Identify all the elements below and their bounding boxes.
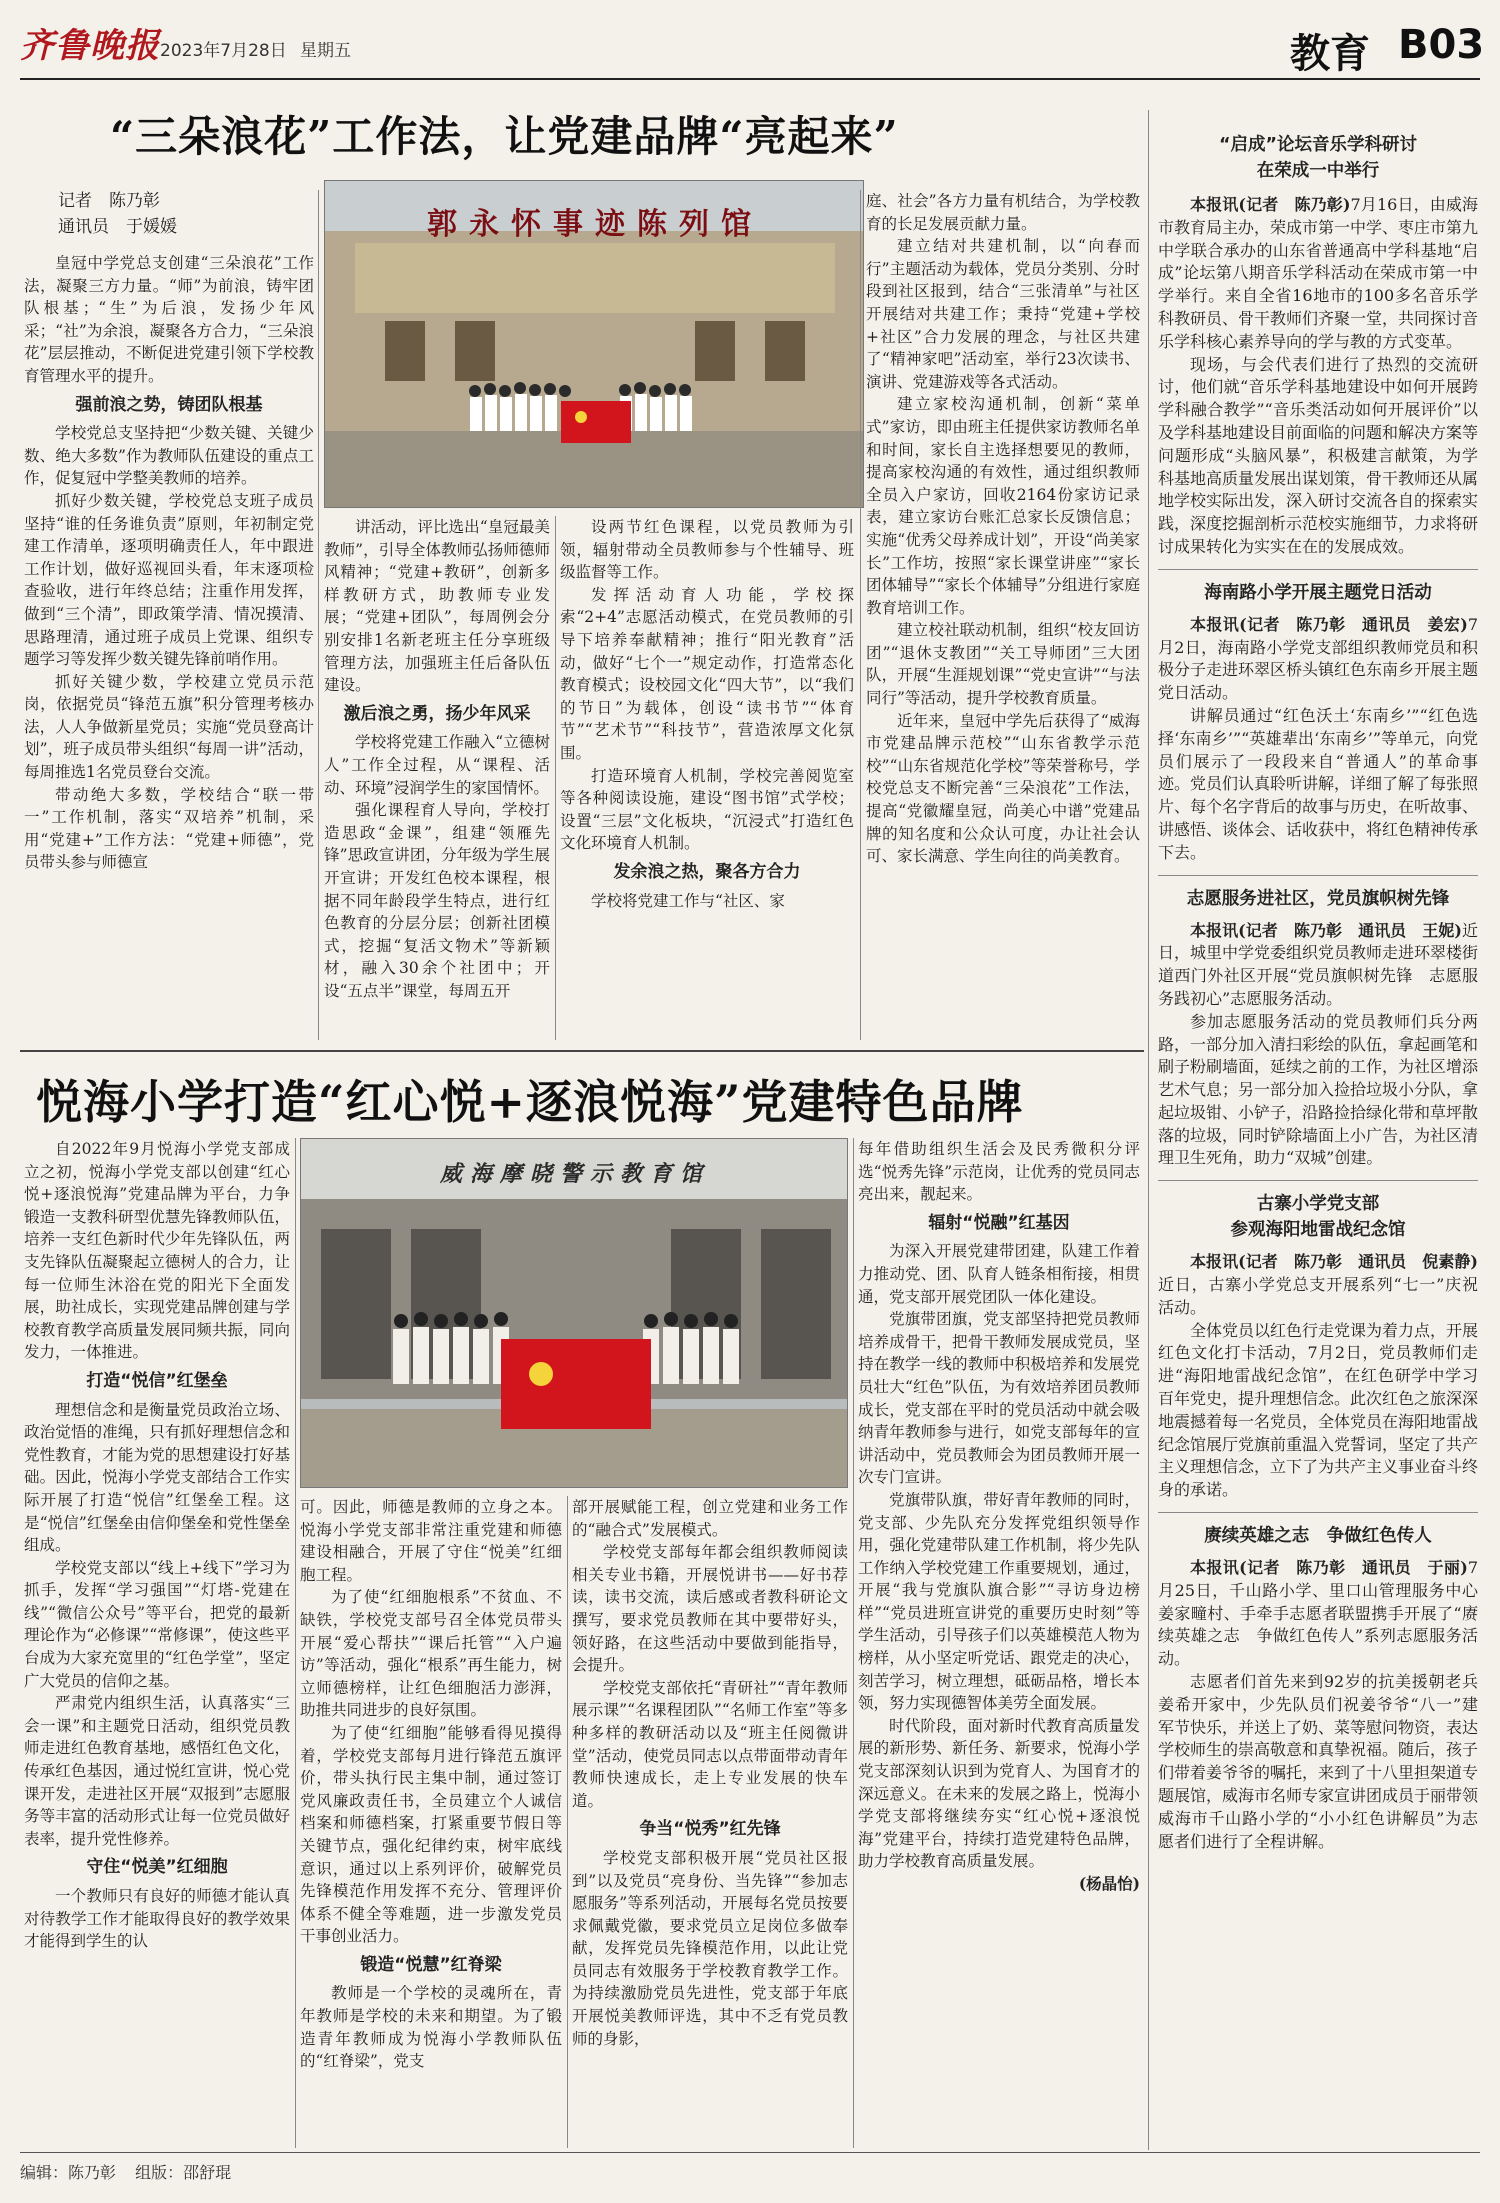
brief-3-lead: 本报讯(记者 陈乃彰 通讯员 王妮) [1190, 920, 1462, 940]
brief-divider [1158, 569, 1478, 570]
article2-photo [300, 1138, 848, 1488]
paragraph: 打造环境育人机制，学校完善阅览室等各种阅读设施，建设“图书馆”式学校；设置“三层”文化板块，“沉浸式”打造红色文化环境育人机制。 [560, 766, 854, 853]
article1-subhead-2: 激后浪之勇，扬少年风采 [343, 703, 531, 724]
article1-byline [58, 188, 177, 240]
brief-3 [1158, 886, 1478, 1171]
paragraph: 近日，城里中学党委组织党员教师走进环翠楼街道西门外社区开展“党员旗帜树先锋 志愿服务践初心”志愿服务活动。 [1158, 920, 1478, 1008]
paragraph: 发挥活动育人功能，学校探索“2+4”志愿活动模式，在党员教师的引导下培养奉献精神；推行“阳光教育”活动，做好“七个一”规定动作，打造常态化教育模式；设校园文化“四大节”，以“我们的节日”为载体，创设“读书节”“体育节”“艺术节”“科技节”，营造浓厚文化氛围。 [560, 585, 854, 762]
paragraph: 设两节红色课程，以党员教师为引领，辐射带动全员教师参与个性辅导、班级监督等工作。 [560, 518, 854, 582]
column-divider [853, 1138, 854, 2148]
newspaper-logo: 齐鲁晚报 [20, 26, 160, 66]
paragraph: 参加志愿服务活动的党员教师们兵分两路，一部分加入清扫彩绘的队伍，拿起画笔和刷子粉刷墙面，延续之前的工作，为社区增添艺术气息；另一部分加入捡拾垃圾小分队，拿起垃圾钳、小铲子，沿路捡拾绿化带和草坪散落的垃圾，同时铲除墙面上小广告，为社区清理卫生死角，助力“双城”创建。 [1158, 1011, 1478, 1168]
brief-2-title: 海南路小学开展主题党日活动 [1204, 582, 1432, 603]
brief-divider [1158, 1180, 1478, 1181]
paragraph: 学校党支部积极开展“党员社区报到”以及党员“亮身份、当先锋”“参加志愿服务”等系列活动，开展每名党员按要求佩戴党徽，要求党员立足岗位多做奉献，发挥党员先锋模范作用，以此让党员同志有效服务于学校教育教学工作。为持续激励党员先进性，党支部于年底开展悦美教师评选，其中不乏有党员教师的身影， [572, 1848, 848, 2048]
paragraph: 一个教师只有良好的师德才能认真对待教学工作才能取得良好的教学效果才能得到学生的认 [24, 1887, 290, 1951]
article2-column-4 [858, 1138, 1140, 2148]
column-divider [567, 1496, 568, 2148]
column-divider [318, 190, 319, 1040]
paragraph: 每年借助组织生活会及民秀微积分评选“悦秀先锋”示范岗，让优秀的党员同志亮出来，靓起来。 [858, 1140, 1140, 1204]
article2-title: 悦海小学打造“红心悦+逐浪悦海”党建特色品牌 [36, 1075, 1024, 1129]
paragraph: 强化课程育人导向，学校打造思政“金课”，组建“领雁先锋”思政宣讲团，分年级为学生展开宣讲；开发红色校本课程，根据不同年龄段学生特点，进行红色教育的分层分层；创新社团模式，挖掘“复活文物术”等新颖材，融入30余个社团中；开设“五点半”课堂，每周五开 [324, 801, 550, 1000]
article2-column-2 [300, 1496, 562, 2148]
paragraph: 学校将党建工作融入“立德树人”工作全过程，从“课程、活动、环境”浸润学生的家国情怀。 [324, 733, 550, 797]
byline-reporter: 记者 陈乃彰 [58, 191, 160, 211]
article1-intro: 皇冠中学党总支创建“三朵浪花”工作法，凝聚三方力量。“师”为前浪，铸牢团队根基；“生”为后浪，发扬少年风采；“社”为余浪，凝聚各方合力，“三朵浪花”层层推动，不断促进党建引领下学校教育管理水平的提升。 [24, 254, 314, 385]
article1-column-1 [24, 252, 314, 1044]
paragraph: 建立结对共建机制，以“向春而行”主题活动为载体，党员分类别、分时段到社区报到，结合“三张清单”与社区开展结对共建工作；秉持“党建+学校+社区”合力发展的理念，与社区共建了“精神家吧”活动室，举行23次读书、演讲、党建游戏等各式活动。 [866, 237, 1140, 391]
footer-layout: 组版：邵舒琨 [135, 2163, 232, 2182]
paragraph: 严肃党内组织生活，认真落实“三会一课”和主题党日活动，组织党员教师走进红色教育基地，感悟红色文化，传承红色基因，通过悦红宣讲，悦心党课开发，走进社区开展“双报到”志愿服务等丰富的活动形式让每一位党员做好表率，提升党性修养。 [24, 1694, 290, 1848]
paragraph: 教师是一个学校的灵魂所在，青年教师是学校的未来和期望。为了锻造青年教师成为悦海小学教师队伍的“红脊梁”，党支 [300, 1984, 562, 2071]
article1-title: “三朵浪花”工作法，让党建品牌“亮起来” [110, 112, 899, 161]
brief-1-title-line-1: “启成”论坛音乐学科研讨 [1218, 135, 1417, 155]
paragraph: 理想信念和是衡量党员政治立场、政治觉悟的准绳，只有抓好理想信念和党性教育，才能为党的思想建设打好基础。因此，悦海小学党支部结合工作实际开展了打造“悦信”红堡垒工程。这是“悦信”红堡垒由信仰堡垒和党性堡垒组成。 [24, 1400, 290, 1555]
article1-subhead-1: 强前浪之势，铸团队根基 [75, 394, 263, 415]
paragraph: 志愿者们首先来到92岁的抗美援朝老兵姜希开家中，少先队员们祝姜爷爷“八一”建军节快乐，并送上了奶、菜等慰问物资，表达学校师生的崇高敬意和真挚祝福。随后，孩子们带着姜爷爷的嘱托，来到了十八里担架道专题展馆，威海市名师专家宣讲团成员于丽带领威海市千山路小学的“小小红色讲解员”为志愿者们进行了全程讲解。 [1158, 1672, 1478, 1851]
article2-subhead-1: 打造“悦信”红堡垒 [86, 1370, 228, 1391]
paragraph: 7月16日，由威海市教育局主办，荣成市第一中学、枣庄市第九中学联合承办的山东省普通高中学科基地“启成”论坛第八期音乐学科活动在荣成市第一中学举行。来自全省16地市的100多名音乐学科教研员、骨干教师们齐聚一堂，共同探讨音乐学科核心素养导向的学与教的方式变革。 [1158, 195, 1478, 351]
footer-editor: 编辑：陈乃彰 [20, 2163, 117, 2182]
news-sidebar [1158, 132, 1478, 2142]
brief-4-lead: 本报讯(记者 陈乃彰 通讯员 倪素静) [1190, 1252, 1478, 1272]
paragraph: 抓好关键少数，学校建立党员示范岗，依据党员“锋范五旗”积分管理考核办法，人人争做新星党员；实施“党员登高计划”，班子成员带头组织“每周一讲”活动，每周推选1名党员登台交流。 [24, 672, 314, 782]
paragraph: 党旗带队旗，带好青年教师的同时，党支部、少先队充分发挥党组织领导作用，强化党建带队建工作机制，将少先队工作纳入学校党建工作重要规划，通过，开展“我与党旗队旗合影”“寻访身边榜样”“党员进班宣讲党的重要历史时刻”等学生活动，引导孩子们以英雄模范人物为榜样，从小坚定听党话、跟党走的决心，刻苦学习，树立理想，砥砺品格，增长本领，努力实现德智体美劳全面发展。 [858, 1490, 1140, 1713]
article2-photo-sign: 威海摩晓警示教育馆 [439, 1161, 710, 1187]
column-divider [860, 190, 861, 1040]
brief-4 [1158, 1191, 1478, 1502]
brief-5-lead: 本报讯(记者 陈乃彰 通讯员 于丽) [1190, 1558, 1468, 1578]
article1-subhead-3: 发余浪之热，聚各方合力 [613, 861, 801, 882]
footer-rule [20, 2152, 1480, 2153]
article1-column-2 [324, 516, 550, 1044]
paragraph: 学校党支部依托“青研社”“青年教师展示课”“名课程团队”“名师工作室”等多种多样的教研活动以及“班主任阅微讲堂”活动，使党员同志以点带面带动青年教师快速成长，走上专业发展的快车道。 [572, 1678, 848, 1810]
paragraph: 带动绝大多数，学校结合“联一带一”工作机制，落实“双培养”机制，采用“党建+”工作方法：“党建+师德”，党员带头参与师德宣 [24, 785, 314, 872]
paragraph: 庭、社会”各方力量有机结合，为学校教育的长足发展贡献力量。 [866, 192, 1140, 233]
brief-5 [1158, 1523, 1478, 1853]
article1-photo [324, 180, 864, 508]
brief-2-lead: 本报讯(记者 陈乃彰 通讯员 姜宏) [1190, 614, 1468, 634]
brief-5-title: 赓续英雄之志 争做红色传人 [1204, 1526, 1432, 1547]
article2-column-3 [572, 1496, 848, 2148]
brief-1 [1158, 132, 1478, 559]
paragraph: 学校党总支坚持把“少数关键、关键少数、绝大多数”作为教师队伍建设的重点工作，促复冠中学整美教师的培养。 [24, 424, 314, 488]
brief-3-title: 志愿服务进社区，党员旗帜树先锋 [1186, 888, 1450, 909]
section-name: 教育 [1290, 31, 1370, 77]
page-footer [20, 2160, 245, 2183]
brief-5-body [1158, 1557, 1478, 1853]
party-flag-icon [501, 1339, 651, 1429]
brief-1-lead: 本报讯(记者 陈乃彰) [1190, 195, 1351, 214]
column-divider [295, 1138, 296, 2148]
brief-4-title-line-1: 古寨小学党支部 [1256, 1194, 1380, 1215]
paragraph: 全体党员以红色行走党课为着力点，开展红色文化打卡活动，7月2日，党员教师们走进“海阳地雷战纪念馆”，在红色研学中学习百年党史，提升理想信念。此次红色之旅深深地震撼着每一名党员，全体党员在海阳地雷战纪念馆展厅党旗前重温入党誓词，坚定了共产主义理想信念，立下了为共产主义事业奋斗终身的承诺。 [1158, 1320, 1478, 1500]
paragraph: 抓好少数关键，学校党总支班子成员坚持“谁的任务谁负责”原则，年初制定党建工作清单，逐项明确责任人，年中跟进工作计划，做好巡视回头看，年末逐项检查验收，进行年终总结；注重作用发挥，做到“三个清”，即政策学清、情况摸清、思路理清，通过班子成员上党课、组织专题学习等发挥少数关键先锋前哨作用。 [24, 491, 314, 669]
article1-column-3 [560, 516, 854, 1044]
brief-4-body [1158, 1251, 1478, 1502]
byline-correspondent: 通讯员 于媛媛 [58, 217, 177, 237]
paragraph: 讲活动，评比选出“皇冠最美教师”，引导全体教师弘扬师德师风精神；“党建+教研”，创新多样教研方式，助教师专业发展；“党建+团队”，每周例会分别安排1名新老班主任分享班级管理方法，加强班主任后备队伍建设。 [324, 518, 550, 695]
paragraph: 讲解员通过“红色沃土‘东南乡’”“红色选择‘东南乡’”“英雄辈出‘东南乡’”等单元，向党员们展示了一段段来自“普通人”的革命事迹。党员们认真聆听讲解，详细了解了每张照片、每个名字背后的故事与历史，在听故事、讲感悟、谈体会、话收获中，将红色精神传承下去。 [1158, 705, 1478, 862]
paragraph: 建立家校沟通机制，创新“菜单式”家访，即由班主任提供家访教师名单和时间，家长自主选择想要见的教师，提高家校沟通的有效性，通过组织教师全员入户家访，回收2164份家访记录表，建立家访台账汇总家长反馈信息；实施“优秀父母养成计划”，开设“尚美家长”工作坊，按照“家长课堂讲座”“家长团体辅导”“家长个体辅导”分组进行家庭教育培训工作。 [866, 395, 1140, 617]
brief-divider [1158, 1512, 1478, 1513]
paragraph: 近日，古寨小学党总支开展系列“七一”庆祝活动。 [1158, 1275, 1478, 1317]
article2-intro: 自2022年9月悦海小学党支部成立之初，悦海小学党支部以创建“红心悦+逐浪悦海”党建品牌为平台，力争锻造一支教科研型优慧先锋教师队伍，培养一支红色新时代少年先锋队伍，两支先锋队伍凝聚起立德树人的合力，让每一位师生沐浴在党的阳光下全面发展，助社成长，实现党建品牌创建与学校教育教学高质量发展同频共振，同向发力，一体推进。 [24, 1140, 290, 1362]
paragraph: 学校将党建工作与“社区、家 [591, 891, 785, 910]
column-divider [555, 516, 556, 1040]
paragraph: 现场，与会代表们进行了热烈的交流研讨，他们就“音乐学科基地建设中如何开展跨学科融合教学”“音乐类活动如何开展评价”以及学科基地建设目前面临的问题和解决方案等问题形成“头脑风暴”，积极建言献策，为学科基地高质量发展出谋划策，骨干教师还从属地学校实际出发，深入研讨交流各自的探索实践，深度挖掘剖析示范校实施细节，力求将研讨成果转化为实实在在的发展成效。 [1158, 354, 1478, 556]
article2-subhead-2: 守住“悦美”红细胞 [86, 1857, 228, 1878]
brief-2-body [1158, 614, 1478, 865]
brief-1-title-line-2: 在荣成一中举行 [1256, 161, 1380, 181]
header-rule [20, 78, 1480, 80]
article1-photo-sign: 郭永怀事迹陈列馆 [427, 207, 763, 242]
paragraph: 为深入开展党建带团建，队建工作着力推动党、团、队育人链条相衔接，相贯通，党支部开展党团队一体化建设。 [858, 1242, 1140, 1306]
paragraph: 学校党支部每年都会组织教师阅读相关专业书籍，开展悦讲书——好书荐读，读书交流，读后感或者教科研论文撰写，要求党员教师在其中要带好头，领好路，在这些活动中要做到能指导，会提升。 [572, 1543, 848, 1675]
brief-1-body [1158, 194, 1478, 559]
article2-subhead-3: 锻造“悦慧”红脊梁 [360, 1954, 502, 1975]
paragraph: 为了使“红细胞”能够看得见摸得着，学校党支部每月进行锋范五旗评价，带头执行民主集中制，通过签订党风廉政责任书，全员建立个人诚信档案和师德档案，打紧重要节假日等关键节点，强化纪律约束，树牢底线意识，通过以上系列评价，破解党员先锋模范作用发挥不充分、管理评价体系不健全等难题，进一步激发党员干事创业活力。 [300, 1723, 562, 1946]
paragraph: 7月25日，千山路小学、里口山管理服务中心姜家疃村、手牵手志愿者联盟携手开展了“赓续英雄之志 争做红色传人”系列志愿服务活动。 [1158, 1558, 1478, 1669]
article2-signoff: (杨晶怡) [1078, 1874, 1140, 1893]
paragraph: 7月2日，海南路小学党支部组织教师党员和积极分子走进环翠区桥头镇红色东南乡开展主题党日活动。 [1158, 614, 1478, 703]
article2-subhead-4: 争当“悦秀”红先锋 [639, 1819, 781, 1840]
paragraph: 学校党支部以“线上+线下”学习为抓手，发挥“学习强国”“灯塔-党建在线”“微信公众号”等平台，把党的最新理论作为“必修课”“常修课”，使这些平台成为大家充宽里的“红色学堂”，坚定广大党员的信仰之基。 [24, 1558, 290, 1690]
article2-column-1 [24, 1138, 290, 2148]
paragraph: 部开展赋能工程，创立党建和业务工作的“融合式”发展模式。 [572, 1498, 848, 1539]
party-flag-icon [561, 401, 631, 443]
article1-column-4 [866, 190, 1140, 1044]
brief-3-body [1158, 920, 1478, 1171]
paragraph: 时代阶段，面对新时代教育高质量发展的新形势、新任务、新要求，悦海小学党支部深刻认识到为党育人、为国育才的深远意义。在未来的发展之路上，悦海小学党支部将继续夯实“红心悦+逐浪悦海”党建平台，持续打造党建特色品牌，助力学校教育高质量发展。 [858, 1716, 1140, 1871]
article2-subhead-5: 辐射“悦融”红基因 [928, 1212, 1070, 1233]
brief-divider [1158, 875, 1478, 876]
sidebar-divider [1148, 110, 1149, 2150]
brief-2 [1158, 580, 1478, 865]
article-divider [20, 1050, 1144, 1052]
issue-weekday: 星期五 [300, 41, 351, 61]
paragraph: 建立校社联动机制，组织“校友回访团”“退休支教团”“关工导师团”三大团队，开展“生涯规划课”“党史宣讲”“与法同行”等活动，提升学校教育质量。 [866, 621, 1140, 708]
paragraph: 近年来，皇冠中学先后获得了“威海市党建品牌示范校”“山东省教学示范校”“山东省规范化学校”等荣誉称号，学校党总支不断完善“三朵浪花”工作法，提高“党徽耀皇冠，尚美心中谱”党建品牌的知名度和公众认可度，办让社会认可、家长满意、学生向往的尚美教育。 [866, 711, 1140, 866]
issue-date: 2023年7月28日 [160, 41, 287, 61]
paragraph: 可。因此，师德是教师的立身之本。悦海小学党支部非常注重党建和师德建设相融合，开展了守住“悦美”红细胞工程。 [300, 1498, 562, 1584]
paragraph: 党旗带团旗，党支部坚持把党员教师培养成骨干，把骨干教师发展成党员，坚持在教学一线的教师中积极培养和发展党员壮大“红色”队伍，为有效培养团员教师成长，党支部在平时的党员活动中就会吸纳青年教师参与进行，如党支部每年的宣讲活动中，党员教师会为团员教师开展一次专门宣讲。 [858, 1310, 1140, 1487]
paragraph: 为了使“红细胞根系”不贫血、不缺铁，学校党支部号召全体党员带头开展“爱心帮扶”“课后托管”“入户遍访”等活动，强化“根系”再生能力，树立师德榜样，让红色细胞活力澎湃，助推共同进步的良好氛围。 [300, 1588, 562, 1720]
brief-4-title-line-2: 参观海阳地雷战纪念馆 [1230, 1220, 1406, 1241]
page-number: B03 [1398, 22, 1485, 68]
